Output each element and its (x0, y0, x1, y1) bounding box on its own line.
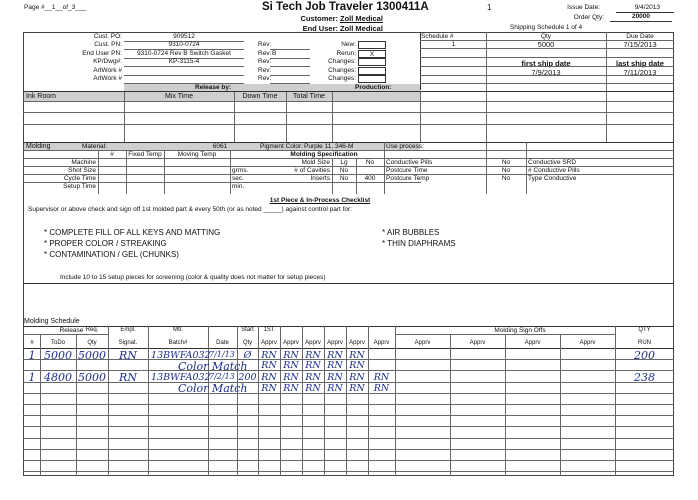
end-user-value: Zoll Medical (340, 24, 383, 33)
column-header: Mtl. (173, 327, 183, 333)
molding-row-unit: sec. (232, 175, 244, 182)
rev-value: B (272, 49, 277, 57)
spec-item: Conductive Pills (386, 159, 433, 166)
production-label: Production: (355, 84, 392, 91)
entry-approval: RN (283, 382, 299, 394)
grid-line (23, 415, 674, 416)
grid-line (23, 426, 674, 427)
checklist-instruction: Supervisor or above check and sign off 1st molded part & every 50th (or as noted _____) against control part for: (28, 206, 352, 213)
end-user-label: End User: (302, 24, 338, 33)
entry-approval: RN (349, 371, 365, 383)
first-ship-label: first ship date (521, 59, 571, 68)
grid-line (302, 326, 303, 476)
grid-line (346, 326, 347, 476)
rev-label: Rev: (258, 75, 272, 82)
rev-underline (270, 75, 310, 76)
entry-signature: RN (119, 348, 137, 362)
molding-label: Molding (26, 143, 51, 150)
grid-line (258, 326, 259, 476)
schedule-due: 7/15/2013 (623, 40, 657, 49)
column-header: Date (216, 340, 229, 346)
field-value: 9310-0724 Rev B Switch Gasket (137, 49, 231, 57)
entry-approval: RN (261, 349, 277, 361)
material-label: Material: (82, 143, 107, 150)
entry-start-qty: Ø (243, 349, 252, 361)
rev-label: Rev: (258, 41, 272, 49)
schedule-label: Schedule # (421, 33, 454, 40)
change-box (358, 67, 386, 75)
right-spec-item: Conductive SRD (528, 159, 577, 166)
issue-date-label: Issue Date: (567, 4, 600, 11)
column-header: Apprv (261, 340, 277, 346)
last-ship-label: last ship date (616, 59, 664, 68)
field-underline (124, 75, 244, 76)
mold-schedule-title: Molding Schedule (24, 318, 80, 325)
spec-label: # of Cavities (294, 167, 330, 174)
column-header: 1ST (263, 327, 275, 333)
column-header: Req. (85, 327, 99, 333)
change-label: Changes: (328, 58, 356, 66)
pigment-label: Pigment Color: (260, 143, 303, 150)
right-spec-item: # Conductive Pills (528, 167, 580, 174)
column-header: Apprv (373, 340, 390, 346)
entry-date: 7/1/13 (209, 349, 235, 359)
molding-row-unit: grms. (232, 167, 249, 174)
column-header: # (30, 340, 34, 346)
entry-approval: RN (305, 382, 321, 394)
down-time-label: Down Time (242, 93, 278, 100)
grid-line (560, 334, 561, 476)
entry-number: 1 (28, 370, 36, 384)
column-header: RUN (638, 340, 651, 346)
spec-item: Postcure Temp (386, 175, 430, 182)
entry-approval: RN (283, 349, 299, 361)
grid-line (450, 334, 451, 476)
column-header: Batch# (168, 340, 188, 346)
change-box: X (358, 50, 386, 58)
rev-label: Rev: (258, 49, 272, 57)
entry-approval: RN (261, 371, 277, 383)
entry-approval: RN (373, 382, 390, 394)
material-value: 6061 (212, 143, 228, 150)
checklist-note: Include 10 to 15 setup pieces for screening (color & quality does not matter for setup pieces) (60, 274, 326, 281)
last-ship-date: 7/11/2013 (623, 68, 657, 77)
column-header: Apprv (469, 340, 486, 346)
entry-approval: RN (283, 360, 299, 372)
hash-col: # (110, 151, 114, 158)
molding-row-label: Machine (71, 159, 96, 166)
entry-number: 1 (28, 348, 36, 362)
entry-batch: 13BWFA032 (151, 371, 211, 383)
checklist-item: * COMPLETE FILL OF ALL KEYS AND MATTING (44, 228, 221, 237)
schedule-number: 1 (451, 41, 456, 48)
right-spec-value: No (501, 167, 511, 174)
column-header: Apprv (579, 340, 596, 346)
molding-row-label: Cycle Time (63, 175, 96, 182)
grid-line (505, 334, 506, 476)
rev-label: Rev: (258, 58, 272, 66)
right-spec-value: No (501, 175, 511, 182)
entry-approval: RN (349, 382, 365, 394)
checklist-item: * CONTAMINATION / GEL (CHUNKS) (44, 250, 179, 259)
column-header: QTY (638, 327, 651, 333)
grid-line (23, 438, 674, 439)
spec-value: No (339, 167, 349, 174)
change-box (358, 58, 386, 66)
title-number: 1 (487, 3, 492, 12)
column-header: Empl. (120, 327, 136, 333)
entry-approval: RN (327, 371, 343, 383)
entry-approval: RN (327, 349, 343, 361)
right-spec-value: No (501, 159, 511, 166)
change-box (358, 41, 386, 49)
molding-row-label: Setup Time (63, 183, 96, 190)
total-time-label: Total Time (293, 93, 325, 100)
order-qty: 20000 (631, 13, 651, 20)
grid-line (23, 460, 674, 461)
field-label: End User PN: (82, 49, 122, 57)
field-value: KP-3115-4 (168, 58, 200, 66)
checklist-title: 1st Piece & In-Process Checklist (269, 197, 371, 204)
change-label: Changes: (328, 75, 356, 82)
grid-line (23, 471, 674, 472)
entry-approval: RN (261, 382, 277, 394)
grid-line (23, 449, 674, 450)
moving-temp-label: Moving Temp (177, 151, 217, 158)
column-header: Apprv (414, 340, 431, 346)
change-label: Rerun: (336, 49, 356, 57)
field-value: 909512 (173, 33, 195, 40)
entry-todo: 5000 (44, 348, 72, 362)
page-number: Page #__1__of_3___ (24, 4, 87, 11)
mix-time-label: Mix Time (165, 93, 193, 100)
release-group: Release (59, 327, 84, 334)
entry-req-qty: 5000 (78, 370, 106, 384)
column-header: Start (241, 327, 254, 333)
field-label: ArtWork # (93, 66, 122, 74)
checklist-item: * PROPER COLOR / STREAKING (44, 239, 167, 248)
checklist-item: * AIR BUBBLES (382, 228, 440, 237)
checklist-item: * THIN DIAPHRAMS (382, 239, 456, 248)
entry-approval: RN (327, 360, 343, 372)
molding-row-label: Shot Size (68, 167, 96, 174)
field-underline (124, 66, 244, 67)
entry-approval: RN (327, 382, 343, 394)
entry-qty-run: 238 (634, 370, 655, 384)
use-process-label: Use process: (386, 143, 424, 150)
change-label: New: (341, 41, 356, 49)
spec-value: No (339, 175, 349, 182)
entry-req-qty: 5000 (78, 348, 106, 362)
entry-approval: RN (283, 371, 299, 383)
grid-line (237, 326, 238, 476)
spec-option: No (365, 159, 375, 166)
grid-line (395, 326, 396, 476)
rev-label: Rev: (258, 66, 272, 74)
entry-todo: 4800 (44, 370, 72, 384)
shipping-schedule: Shipping Schedule 1 of 4 (509, 24, 583, 31)
column-header: Apprv (524, 340, 541, 346)
entry-signature: RN (119, 370, 137, 384)
field-value: 9310-0724 (168, 41, 200, 49)
spec-label: Inserts (310, 175, 330, 182)
grid-line (148, 326, 149, 476)
qty-label: Qty (540, 33, 552, 40)
entry-note: Color Match (178, 382, 248, 396)
column-header: Signat. (118, 340, 138, 346)
entry-qty-run: 200 (634, 348, 655, 362)
pigment-value: Purple 11, 346-M (304, 143, 354, 150)
issue-date: 9/4/2013 (634, 4, 660, 11)
column-header: Apprv (305, 340, 321, 346)
customer-label: Customer: (300, 14, 338, 23)
column-header: Apprv (349, 340, 365, 346)
molding-row-unit: min. (232, 183, 245, 190)
spec-title: Molding Specification (290, 151, 358, 158)
spec-value: Lg (340, 159, 348, 166)
customer-value: Zoll Medical (340, 14, 383, 23)
entry-approval: RN (373, 371, 390, 383)
spec-option: 400 (364, 175, 376, 182)
field-label: ArtWork # (93, 75, 122, 82)
field-label: Cust. PO: (93, 33, 122, 40)
grid-line (280, 326, 281, 476)
entry-date: 7/2/13 (209, 371, 235, 381)
change-label: Changes: (328, 66, 356, 74)
order-qty-label: Order Qty: (573, 14, 604, 21)
entry-note: Color Match (178, 359, 248, 373)
release-by-label: Release by: (195, 84, 232, 91)
grid-line (208, 326, 209, 476)
entry-approval: RN (349, 360, 365, 372)
entry-approval: RN (305, 349, 321, 361)
entry-start-qty: 200 (238, 371, 257, 383)
change-box (358, 75, 386, 83)
due-date-label: Due Date (626, 33, 654, 40)
right-spec-item: Type Conductive (528, 175, 577, 182)
first-ship-date: 7/9/2013 (531, 68, 561, 77)
column-header: ToDo (50, 340, 65, 346)
entry-approval: RN (349, 349, 365, 361)
entry-approval: RN (261, 360, 277, 372)
job-title: Si Tech Job Traveler 1300411A (262, 1, 429, 13)
schedule-qty: 5000 (537, 40, 555, 49)
fixed-temp-label: Fixed Temp (128, 151, 162, 158)
field-label: Cust. PN: (94, 41, 122, 49)
entry-approval: RN (305, 360, 321, 372)
column-header: Qty (87, 340, 97, 346)
grid-line (368, 326, 369, 476)
rev-underline (270, 66, 310, 67)
grid-line (23, 404, 674, 405)
entry-batch: 13BWFA032 (151, 349, 211, 361)
signoffs-group: Molding Sign Offs (494, 327, 546, 334)
column-header: Qty (242, 340, 253, 346)
grid-line (24, 334, 108, 335)
field-label: KP/Dwg#: (93, 58, 122, 66)
grid-line (324, 326, 325, 476)
entry-approval: RN (305, 371, 321, 383)
rev-underline (270, 58, 310, 59)
spec-item: Postcure Time (386, 167, 428, 174)
column-header: Apprv (327, 340, 343, 346)
column-header: Apprv (283, 340, 299, 346)
spec-label: Mold Size (301, 159, 330, 166)
ink-room-label: Ink Room (26, 93, 56, 100)
